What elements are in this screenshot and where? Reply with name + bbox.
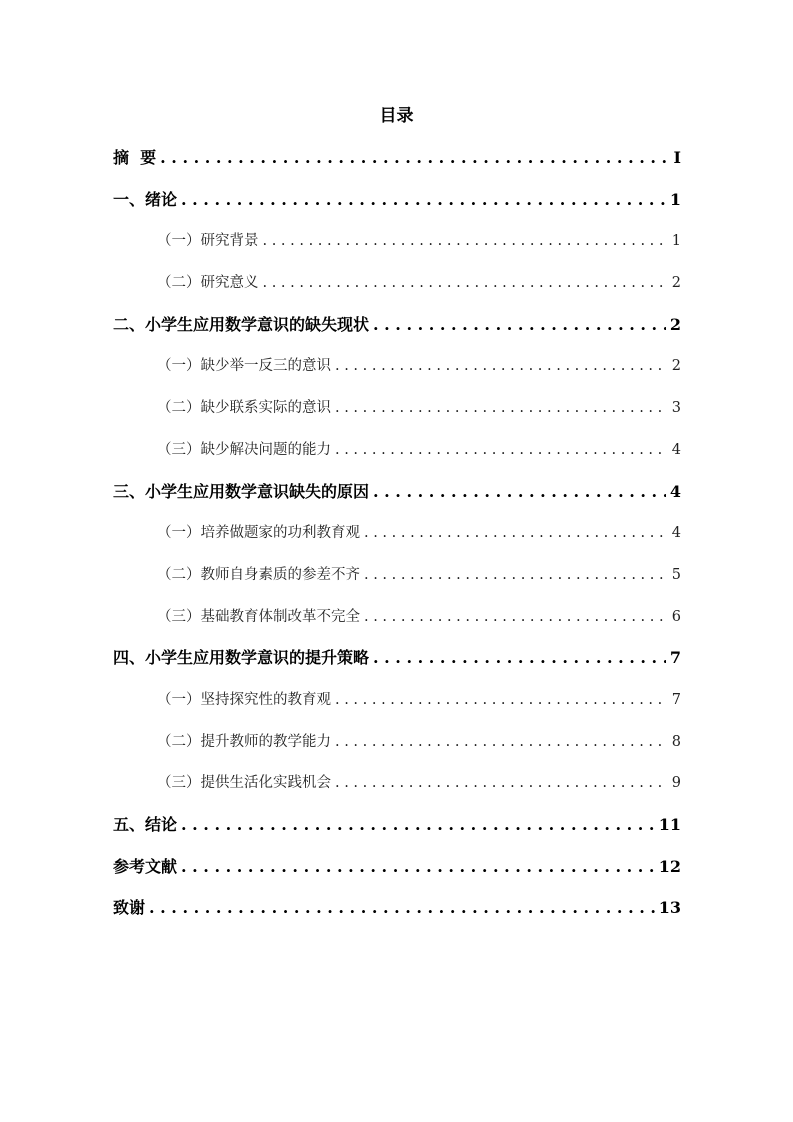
toc-entry-page: 2 [669,314,681,334]
toc-entry-label: 三、小学生应用数学意识缺失的原因 [113,481,370,501]
dot-leader [364,563,667,587]
toc-entry-acknowledgements[interactable] [113,896,681,938]
toc-entry-page: 4 [671,525,681,542]
toc-entry-label: （二）教师自身素质的参差不齐 [157,566,360,583]
toc-entry-page: 1 [669,189,681,209]
toc-entry-page: 11 [658,815,681,834]
toc-entry-label: 参考文献 [113,856,178,876]
dot-leader [335,354,667,378]
toc-entry-label: 致谢 [113,898,146,918]
toc-entry-page: 13 [658,898,681,918]
toc-entry-label: 一、绪论 [113,189,178,209]
toc-entry-label: （三）提供生活化实践机会 [157,775,331,792]
toc-entry-section-1-2[interactable] [113,271,681,313]
toc-entry-page: 4 [671,441,681,458]
toc-entry-label: （二）研究意义 [157,275,259,292]
dot-leader [335,688,667,712]
toc-entry-section-4-1[interactable] [113,688,681,730]
toc-entry-section-3-3[interactable] [113,605,681,647]
toc-entry-page: 1 [671,233,681,250]
dot-leader [373,646,666,670]
table-of-contents [113,146,681,938]
toc-entry-label: 摘 要 [113,148,157,167]
toc-entry-chapter-5[interactable] [113,813,681,855]
toc-entry-label: （三）基础教育体制改革不完全 [157,608,360,625]
toc-entry-chapter-1[interactable] [113,188,681,230]
dot-leader [364,605,667,629]
toc-entry-references[interactable] [113,855,681,897]
toc-entry-page: 2 [671,275,681,292]
toc-entry-page: 6 [671,608,681,625]
dot-leader [373,313,666,337]
toc-entry-page: 2 [671,358,681,375]
dot-leader [160,146,667,170]
toc-entry-page: 9 [671,775,681,792]
toc-entry-chapter-3[interactable] [113,480,681,522]
dot-leader [263,229,668,253]
toc-entry-page: 7 [671,691,681,708]
toc-entry-label: （一）缺少举一反三的意识 [157,358,331,375]
toc-entry-label: （二）缺少联系实际的意识 [157,400,331,417]
toc-entry-page: 5 [671,566,681,583]
toc-entry-section-1-1[interactable] [113,229,681,271]
dot-leader [335,730,667,754]
toc-entry-label: （一）坚持探究性的教育观 [157,691,331,708]
toc-entry-label: 二、小学生应用数学意识的缺失现状 [113,314,370,334]
dot-leader [335,396,667,420]
toc-entry-page: 12 [658,856,681,876]
toc-entry-section-2-3[interactable] [113,438,681,480]
dot-leader [149,896,655,920]
toc-entry-page: I [673,148,681,167]
toc-entry-label: （一）培养做题家的功利教育观 [157,525,360,542]
dot-leader [181,813,655,837]
toc-entry-section-4-2[interactable] [113,730,681,772]
toc-title: 目录 [379,106,414,126]
toc-entry-page: 4 [669,481,681,501]
dot-leader [181,188,666,212]
toc-entry-label: 五、结论 [113,815,178,834]
toc-entry-section-4-3[interactable] [113,771,681,813]
toc-entry-chapter-2[interactable] [113,313,681,355]
toc-entry-label: （二）提升教师的教学能力 [157,733,331,750]
toc-entry-page: 3 [671,400,681,417]
toc-entry-section-2-1[interactable] [113,354,681,396]
toc-entry-label: 四、小学生应用数学意识的提升策略 [113,648,370,668]
dot-leader [364,521,667,545]
dot-leader [181,855,655,879]
dot-leader [263,271,668,295]
toc-entry-page: 8 [671,733,681,750]
toc-entry-page: 7 [669,648,681,668]
toc-entry-section-2-2[interactable] [113,396,681,438]
dot-leader [373,480,666,504]
toc-entry-section-3-1[interactable] [113,521,681,563]
dot-leader [335,438,667,462]
toc-entry-chapter-4[interactable] [113,646,681,688]
toc-entry-label: （一）研究背景 [157,233,259,250]
toc-entry-section-3-2[interactable] [113,563,681,605]
toc-entry-label: （三）缺少解决问题的能力 [157,441,331,458]
dot-leader [335,771,667,795]
toc-entry-abstract[interactable] [113,146,681,188]
